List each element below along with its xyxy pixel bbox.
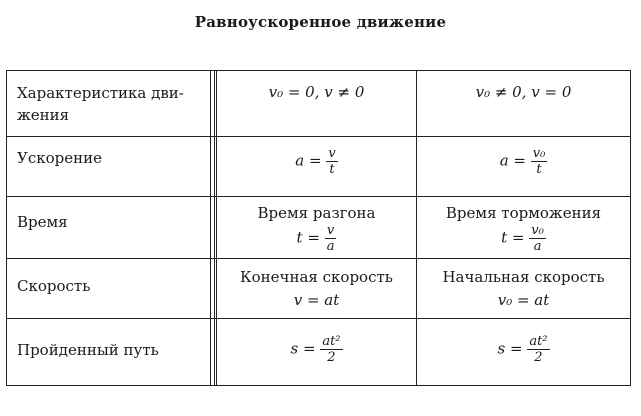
- formula-speed-final: v = at: [293, 291, 340, 309]
- header-cell-characteristic: [7, 71, 211, 136]
- row-label-distance: Пройденный путь: [17, 341, 159, 359]
- time-start-label: Время разгона: [257, 204, 376, 222]
- row-label-speed: Скорость: [17, 277, 91, 295]
- speed-final-label: Конечная скорость: [240, 268, 393, 286]
- table-row: [7, 319, 630, 385]
- formula-acceleration-start: a = $\frac{v}{t}$: [295, 146, 336, 177]
- table-header-row: [7, 71, 630, 137]
- formula-acceleration-stop: a = $\frac{\text{v₀}}{t}$: [499, 146, 546, 177]
- row-label-time: Время: [17, 213, 68, 231]
- header-col2-text: v₀ = 0, v ≠ 0: [268, 83, 365, 101]
- formula-distance-start: s = $\frac{\text{at²}}{2}$: [290, 334, 341, 365]
- speed-initial-label: Начальная скорость: [442, 268, 605, 286]
- formula-distance-stop: s = $\frac{\text{at²}}{2}$: [497, 334, 548, 365]
- formula-time-stop: t = $\frac{\text{v₀}}{a}$: [501, 223, 544, 254]
- double-column-divider: [210, 71, 215, 385]
- time-stop-label: Время торможения: [445, 204, 602, 222]
- header-col1-line1: Характеристика дви-: [17, 84, 184, 102]
- table-row: [7, 259, 630, 319]
- table-row: [7, 137, 630, 197]
- header-col3-text: v₀ ≠ 0, v = 0: [475, 83, 572, 101]
- header-cell-start-from-rest: [216, 71, 416, 136]
- row-label-acceleration: Ускорение: [17, 149, 102, 167]
- page-title: Равноускоренное движение: [194, 13, 447, 31]
- motion-table: [6, 70, 631, 386]
- header-cell-stop: [416, 71, 630, 136]
- formula-speed-initial: v₀ = at: [497, 291, 550, 309]
- formula-time-start: t = $\frac{v}{a}$: [296, 223, 335, 254]
- table-row: [7, 197, 630, 259]
- header-col1-line2: жения: [17, 106, 70, 124]
